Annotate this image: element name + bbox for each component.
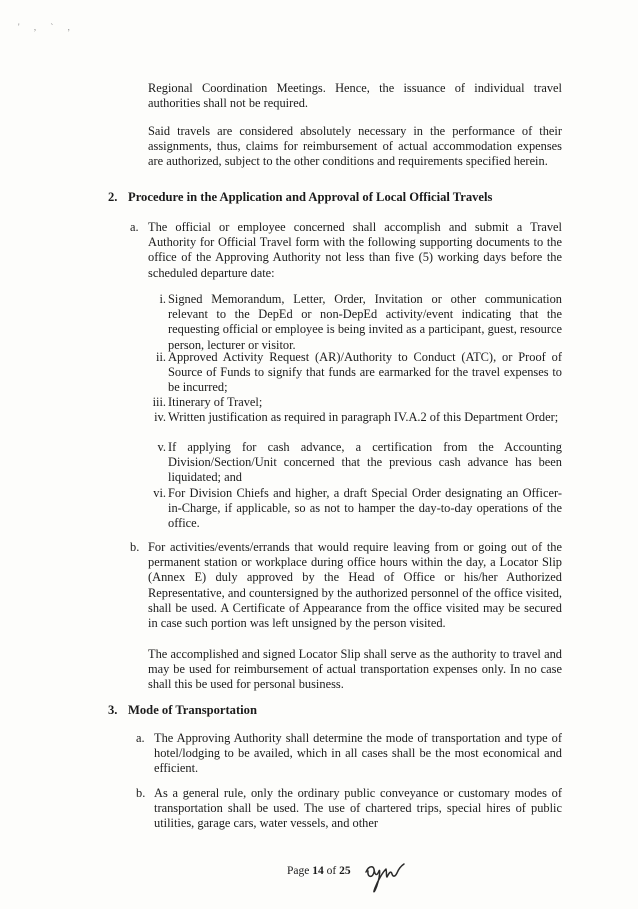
section-2-b-text-2: The accomplished and signed Locator Slip shall serve as the authority to travel and may be used for reimbursement of actual transportation expenses only. In no case shall this be used for personal business.: [148, 647, 562, 692]
roman-item-vi: [144, 486, 562, 532]
section-2-number: 2.: [108, 190, 118, 204]
roman-item-iv: [144, 410, 562, 425]
section-2-a-label: a.: [130, 220, 139, 234]
section-3-a-label: a.: [136, 731, 145, 745]
section-2-item-a: [130, 220, 562, 281]
total-pages: 25: [339, 865, 351, 877]
section-2-a-text: The official or employee concerned shall accomplish and submit a Travel Authority for Official Travel form with the following supporting documents to the office of the Approving Authority not less than five (5) working days before the scheduled departure date:: [148, 220, 562, 280]
roman-label: ii.: [156, 350, 166, 364]
section-3-title: Mode of Transportation: [128, 703, 257, 717]
section-2-item-b-continued: [130, 647, 562, 693]
page-prefix: Page: [287, 865, 310, 877]
scan-specks: ' , ` ,: [18, 22, 76, 32]
page-number-footer: [287, 865, 351, 877]
roman-label: iv.: [154, 410, 166, 424]
section-3-a-text: The Approving Authority shall determine the mode of transportation and type of hotel/lodging to be availed, which in all cases shall be the most economical and efficient.: [154, 731, 562, 776]
intro-paragraph-2: [148, 124, 562, 170]
section-3-heading: [108, 703, 257, 718]
roman-text: If applying for cash advance, a certification from the Accounting Division/Section/Unit concerned that the previous cash advance has been liquidated; and: [168, 440, 562, 485]
roman-item-v: [144, 440, 562, 486]
current-page: 14: [312, 865, 324, 877]
section-3-b-label: b.: [136, 786, 146, 800]
roman-text: Signed Memorandum, Letter, Order, Invitation or other communication relevant to the DepEd or non-DepEd activity/event indicating that the requesting official or employee is being invited as a participant, guest, resource person, lecturer or visitor.: [168, 292, 562, 352]
roman-text: Itinerary of Travel;: [168, 395, 263, 409]
intro-text-2: Said travels are considered absolutely necessary in the performance of their assignments, thus, claims for reimbursement of actual accommodation expenses are authorized, subject to the other conditions and requirements specified herein.: [148, 124, 562, 169]
section-2-b-text: For activities/events/errands that would require leaving from or going out of the permanent station or workplace during office hours within the day, a Locator Slip (Annex E) duly approved by the Head of Office or his/her Authorized Representative, and countersigned by the authorized personnel of the office visited, shall be used. A Certificate of Appearance from the office visited may be secured in case such portion was left unsigned by the person visited.: [148, 540, 562, 631]
section-2-title: Procedure in the Application and Approval of Local Official Travels: [128, 190, 493, 204]
page-of: of: [326, 865, 337, 877]
section-3-item-b: [136, 786, 562, 832]
roman-label: iii.: [152, 395, 166, 409]
roman-item-i: [144, 292, 562, 353]
section-2-b-label: b.: [130, 540, 140, 554]
handwritten-initials: [362, 856, 408, 902]
roman-text: Written justification as required in paragraph IV.A.2 of this Department Order;: [168, 410, 559, 424]
roman-label: vi.: [153, 486, 166, 500]
section-3-number: 3.: [108, 703, 118, 717]
roman-text: Approved Activity Request (AR)/Authority to Conduct (ATC), or Proof of Source of Funds to signify that funds are earmarked for the travel expenses to be incurred;: [168, 350, 562, 395]
intro-text-1: Regional Coordination Meetings. Hence, the issuance of individual travel authorities shall not be required.: [148, 81, 562, 111]
roman-text: For Division Chiefs and higher, a draft Special Order designating an Officer-in-Charge, if applicable, so as not to hamper the day-to-day operations of the office.: [168, 486, 562, 531]
roman-item-ii: [144, 350, 562, 396]
section-2-item-b: [130, 540, 562, 631]
section-2-heading: [108, 190, 492, 205]
roman-label: v.: [157, 440, 166, 454]
roman-label: i.: [159, 292, 166, 306]
roman-item-iii: [144, 395, 562, 410]
section-3-item-a: [136, 731, 562, 777]
section-3-b-text: As a general rule, only the ordinary public conveyance or customary modes of transportation shall be used. The use of chartered trips, special hires of public utilities, garage cars, water vessels, and other: [154, 786, 562, 831]
intro-paragraph-1: [148, 81, 562, 111]
